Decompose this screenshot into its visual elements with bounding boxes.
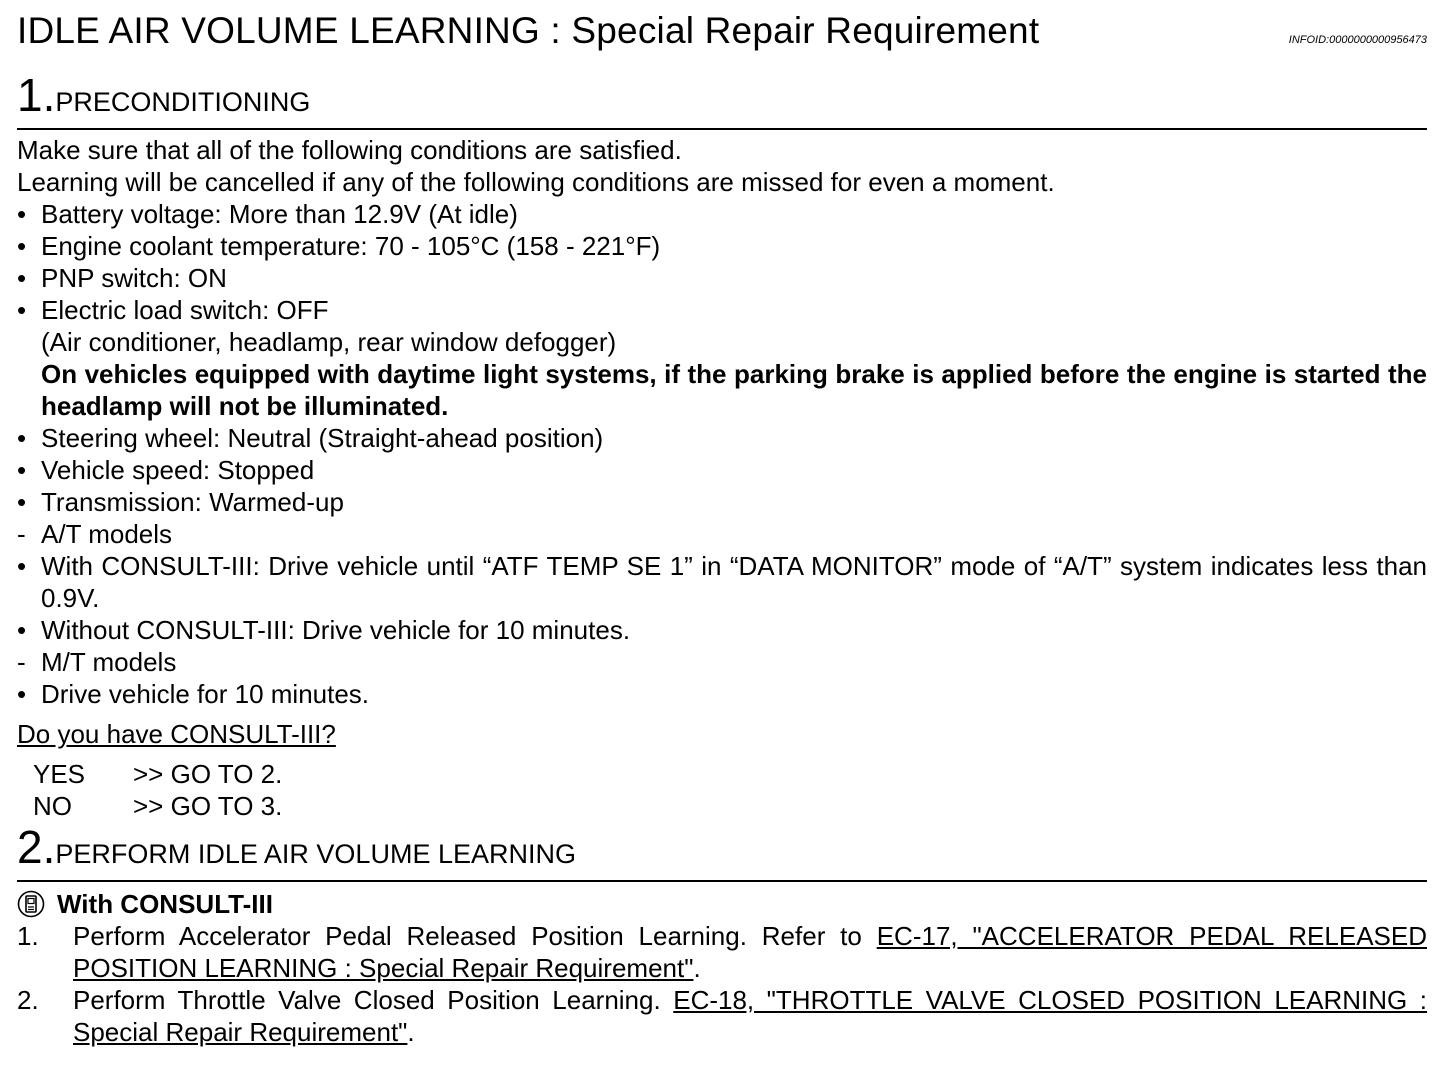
step-2-heading (17, 821, 1427, 874)
condition-item (17, 486, 1427, 518)
bullet-mark: • (17, 295, 27, 325)
dash-mark: - (17, 647, 26, 677)
step-1-number: 1. (17, 69, 56, 121)
reference-link-ec17[interactable]: EC-17, "ACCELERATOR PEDAL RELEASED POSITION LEARNING : Special Repair Requirement" (73, 921, 1428, 983)
step-1-body (17, 134, 1427, 710)
model-text: M/T models (41, 647, 177, 677)
condition-text: Drive vehicle for 10 minutes. (41, 679, 370, 709)
warning-text: On vehicles equipped with daytime light systems, if the parking brake is applied before the engine is started the headlamp will not be illuminated. (41, 359, 1427, 421)
bullet-mark: • (17, 199, 27, 229)
intro-line: Learning will be cancelled if any of the following conditions are missed for even a moment. (17, 167, 1055, 197)
step-2-number: 2. (17, 821, 56, 873)
procedure-step (17, 984, 1427, 1048)
answer-goto: >> GO TO 2. (133, 759, 283, 789)
consult-question: Do you have CONSULT-III? (17, 719, 336, 749)
step-1-divider (17, 128, 1427, 130)
step-1-heading (17, 69, 1427, 122)
bullet-mark: • (17, 551, 27, 581)
procedure-step-text: Perform Accelerator Pedal Released Position Learning. Refer to (73, 921, 877, 951)
condition-item (17, 454, 1427, 486)
load-note-text: (Air conditioner, headlamp, rear window defogger) (41, 327, 617, 357)
model-item (17, 518, 1427, 550)
procedure-step-end: . (407, 1017, 415, 1047)
procedure-step-number: 2. (17, 985, 39, 1015)
condition-item (17, 678, 1427, 710)
answer-yes (17, 758, 1427, 790)
procedure-step-number: 1. (17, 921, 39, 951)
condition-text: PNP switch: ON (41, 263, 227, 293)
condition-text: Engine coolant temperature: 70 - 105°C (158 - 221°F) (41, 231, 661, 261)
consult-label-text: With CONSULT-III (57, 889, 273, 919)
intro-line: Make sure that all of the following conditions are satisfied. (17, 135, 682, 165)
condition-text: Without CONSULT-III: Drive vehicle for 10 minutes. (41, 615, 631, 645)
info-id: INFOID:0000000000956473 (1288, 34, 1427, 46)
procedure-step-end: . (693, 953, 701, 983)
model-text: A/T models (41, 519, 173, 549)
bullet-mark: • (17, 231, 27, 261)
title-row (17, 0, 1427, 60)
reference-link-ec18[interactable]: EC-18, "THROTTLE VALVE CLOSED POSITION LEARNING : Special Repair Requirement" (73, 985, 1428, 1047)
procedure-step-text: Perform Throttle Valve Closed Position Learning. (73, 985, 674, 1015)
bullet-mark: • (17, 263, 27, 293)
answer-no (17, 790, 1427, 822)
answer-key: NO (33, 791, 72, 821)
step-2-divider (17, 880, 1427, 882)
page-title: IDLE AIR VOLUME LEARNING : Special Repair Requirement (17, 10, 1040, 51)
condition-text: With CONSULT-III: Drive vehicle until “ATF TEMP SE 1” in “DATA MONITOR” mode of “A/T” system indicates less than 0.9V. (41, 551, 1427, 613)
condition-item (17, 262, 1427, 294)
bullet-mark: • (17, 423, 27, 453)
bullet-mark: • (17, 487, 27, 517)
document-page (17, 0, 1427, 1048)
condition-text: Electric load switch: OFF (41, 295, 329, 325)
condition-text: Steering wheel: Neutral (Straight-ahead position) (41, 423, 604, 453)
daytime-light-warning (17, 358, 1427, 422)
step-2-title: PERFORM IDLE AIR VOLUME LEARNING (55, 839, 576, 869)
condition-item (17, 422, 1427, 454)
condition-item (17, 294, 1427, 326)
step-1-title: PRECONDITIONING (55, 87, 311, 117)
consult-section-label (17, 888, 1427, 920)
bullet-mark: • (17, 679, 27, 709)
answer-key: YES (33, 759, 86, 789)
condition-text: Vehicle speed: Stopped (41, 455, 315, 485)
condition-item (17, 198, 1427, 230)
condition-item (17, 550, 1427, 614)
condition-text: Battery voltage: More than 12.9V (At idle) (41, 199, 518, 229)
condition-item (17, 614, 1427, 646)
answer-goto: >> GO TO 3. (133, 791, 283, 821)
condition-item (17, 230, 1427, 262)
procedure-step (17, 920, 1427, 984)
load-note (17, 326, 1427, 358)
model-item (17, 646, 1427, 678)
bullet-mark: • (17, 455, 27, 485)
dash-mark: - (17, 519, 26, 549)
answer-list (17, 758, 1427, 822)
bullet-mark: • (17, 615, 27, 645)
consult-tool-icon (17, 890, 45, 918)
condition-text: Transmission: Warmed-up (41, 487, 344, 517)
